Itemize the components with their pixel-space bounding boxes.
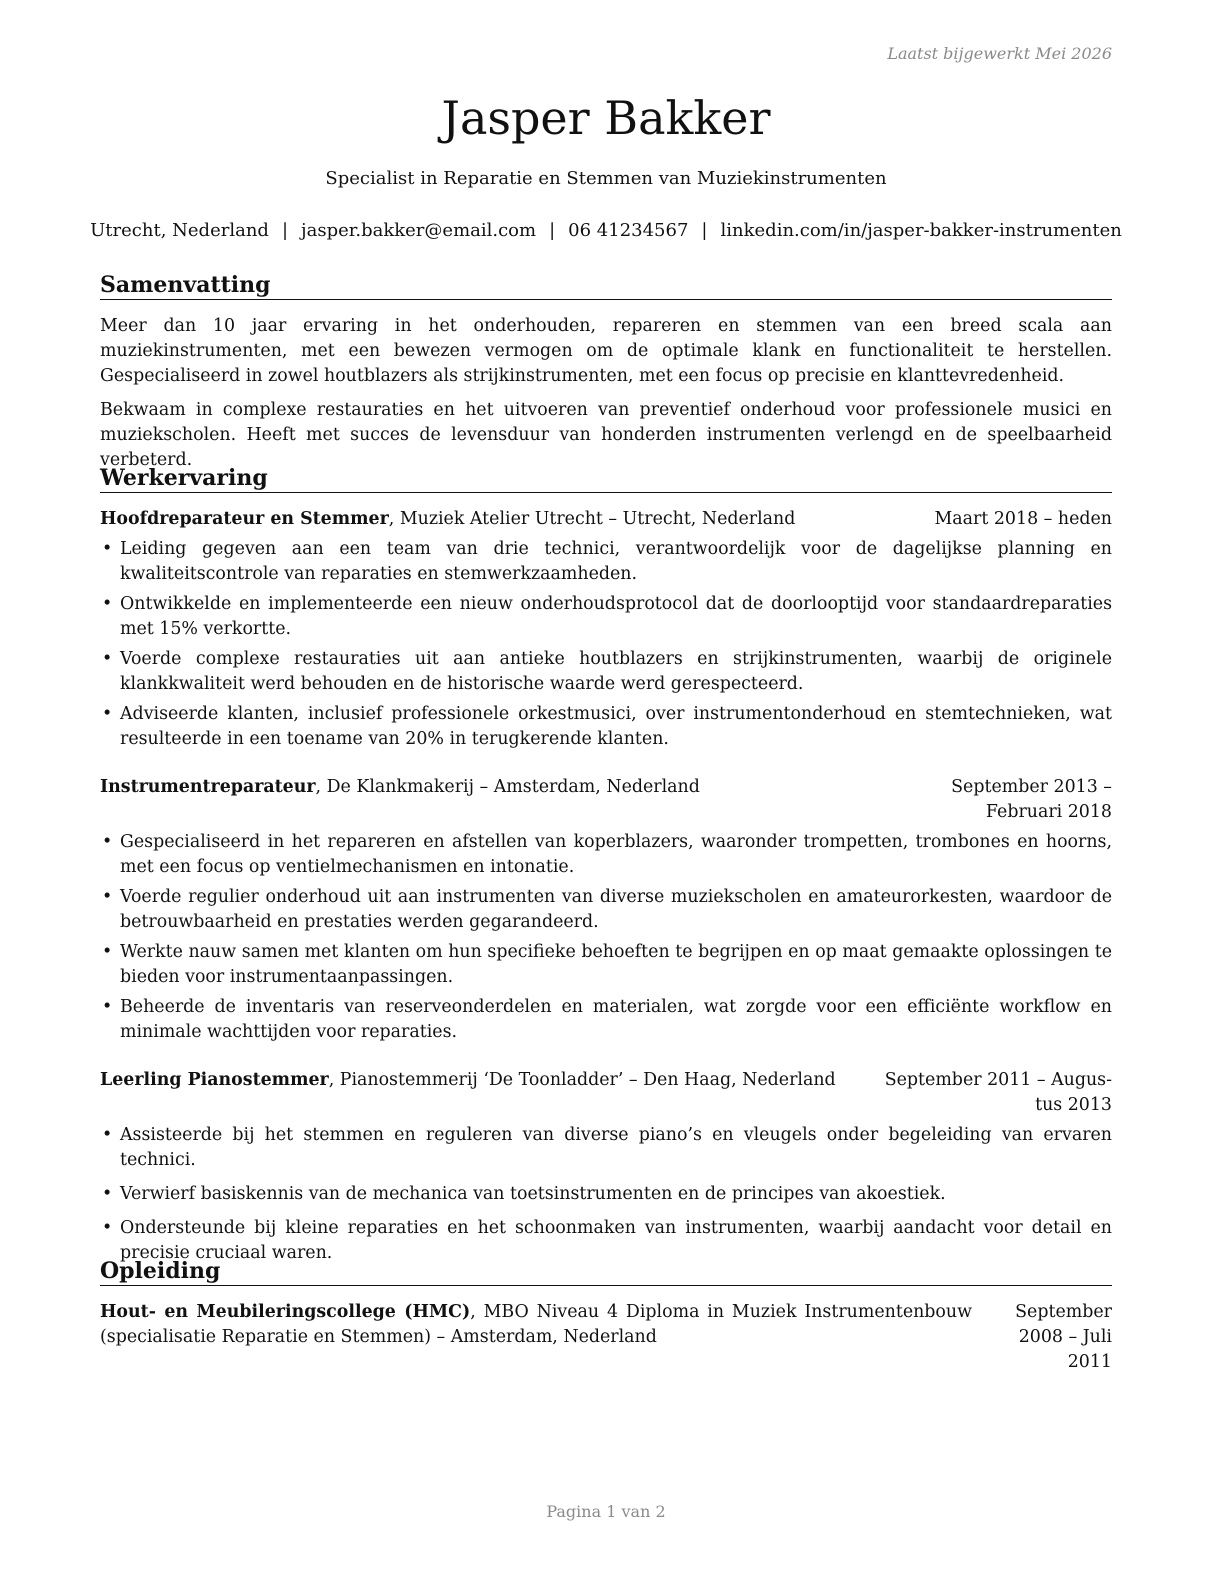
contact-email[interactable]: jasper.bakker@email.com [301,220,537,241]
candidate-name: Jasper Bakker [441,91,771,145]
job-entry [100,775,1112,1045]
list-item: • Werkte nauw samen met klanten om hun specifieke behoeften te begrijpen en op maat gemaakte oplossingen te bieden voor instrumentaanpassingen. [100,940,1112,990]
job-company: , De Klankmakerij – Amsterdam, Nederland [315,777,700,797]
contact-separator: | [281,220,289,241]
job-role: Instrumentreparateur [100,777,316,797]
education-header [100,1300,1112,1375]
education-school: Hout- en Meubileringscollege (HMC) [100,1302,471,1322]
list-item: • Beheerde de inventaris van reserveonderdelen en materialen, wat zorgde voor een efficiënte workflow en minimale wachttijden voor reparaties. [100,995,1112,1045]
contact-line [90,219,1122,243]
job-period: September 2013 – Februari 2018 [951,777,1112,822]
job-header [100,507,1112,532]
section-title-experience: Werkervaring [100,465,1112,493]
section-title-summary: Samenvatting [100,272,1112,300]
last-updated: Laatst bijgewerkt Mei 2026 [887,44,1112,63]
job-period: Maart 2018 – heden [934,509,1112,529]
contact-separator: | [549,220,556,241]
list-item: • Gespecialiseerd in het repareren en afstellen van koperblazers, waaronder trompetten, trombones en hoorns, met een focus op ventielmechanismen en intonatie. [100,830,1112,880]
page-number: Pagina 1 van 2 [546,1502,666,1521]
candidate-title: Specialist in Reparatie en Stemmen van Muziekinstrumenten [325,168,887,189]
summary-paragraph: Meer dan 10 jaar ervaring in het onderhouden, repareren en stemmen van een breed scala aan muziekinstrumenten, met een bewezen vermogen om de optimale klank en functionaliteit te herstellen. Gespecialiseerd in zowel houtblazers als strijkinstrumenten, met een focus op precisie en klanttevredenheid. [100,316,1112,386]
job-entry [100,1068,1112,1266]
list-item: • Assisteerde bij het stemmen en reguleren van diverse piano’s en vleugels onder begeleiding van ervaren technici. [100,1123,1112,1173]
education-entry [100,1300,1112,1375]
list-item: • Verwierf basiskennis van de mechanica van toetsinstrumenten en de principes van akoestiek. [100,1182,1112,1207]
contact-phone: 06 41234567 [568,220,689,241]
list-item: • Adviseerde klanten, inclusief professionele orkestmusici, over instrumentonderhoud en stemtechnieken, wat resulteerde in een toename van 20% in terugkerende klanten. [100,702,1112,752]
job-role: Hoofdreparateur en Stemmer [100,509,389,529]
list-item: • Voerde complexe restauraties uit aan antieke houtblazers en strijkinstrumenten, waarbij de originele klankkwaliteit werd behouden en de historische waarde werd gerespecteerd. [100,647,1112,697]
resume-page [90,0,1122,1584]
job-company: , Pianostemmerij ‘De Toonladder’ – Den Haag, Nederland [328,1070,836,1090]
section-title-education: Opleiding [100,1258,1112,1286]
job-entry [100,507,1112,752]
list-item: • Ondersteunde bij kleine reparaties en het schoonmaken van instrumenten, waarbij aandacht voor detail en precisie cruciaal waren. [100,1216,1112,1266]
contact-location: Utrecht, Nederland [90,220,269,241]
job-company: , Muziek Atelier Utrecht – Utrecht, Nederland [388,509,796,529]
list-item: • Leiding gegeven aan een team van drie technici, verantwoordelijk voor de dagelijkse planning en kwaliteitscontrole van reparaties en stemwerkzaamheden. [100,537,1112,587]
contact-separator: | [701,220,708,241]
job-header [100,775,1112,825]
list-item: • Ontwikkelde en implementeerde een nieuw onderhoudsprotocol dat de doorlooptijd voor standaardreparaties met 15% verkortte. [100,592,1112,642]
job-role: Leerling Pianostemmer [100,1070,329,1090]
education-detail: , MBO Niveau 4 Diploma in Muziek Instrumentenbouw (specialisatie Reparatie en Stemmen) – Amsterdam, Nederland [100,1302,972,1347]
list-item: • Voerde regulier onderhoud uit aan instrumenten van diverse muziekscholen en amateurorkesten, waardoor de betrouwbaarheid en prestaties werden gegarandeerd. [100,885,1112,935]
education-period: September 2008 – Juli 2011 [1015,1302,1112,1372]
summary-paragraph: Bekwaam in complexe restauraties en het uitvoeren van preventief onderhoud voor professionele musici en muziekscholen. Heeft met succes de levensduur van honderden instrumenten verlengd en de speelbaarheid verbeterd. [100,400,1112,470]
job-period: September 2011 – Augustus 2013 [884,1070,1112,1115]
contact-linkedin[interactable]: linkedin.com/in/jasper-bakker-instrumenten [720,220,1122,241]
job-header [100,1068,1112,1118]
